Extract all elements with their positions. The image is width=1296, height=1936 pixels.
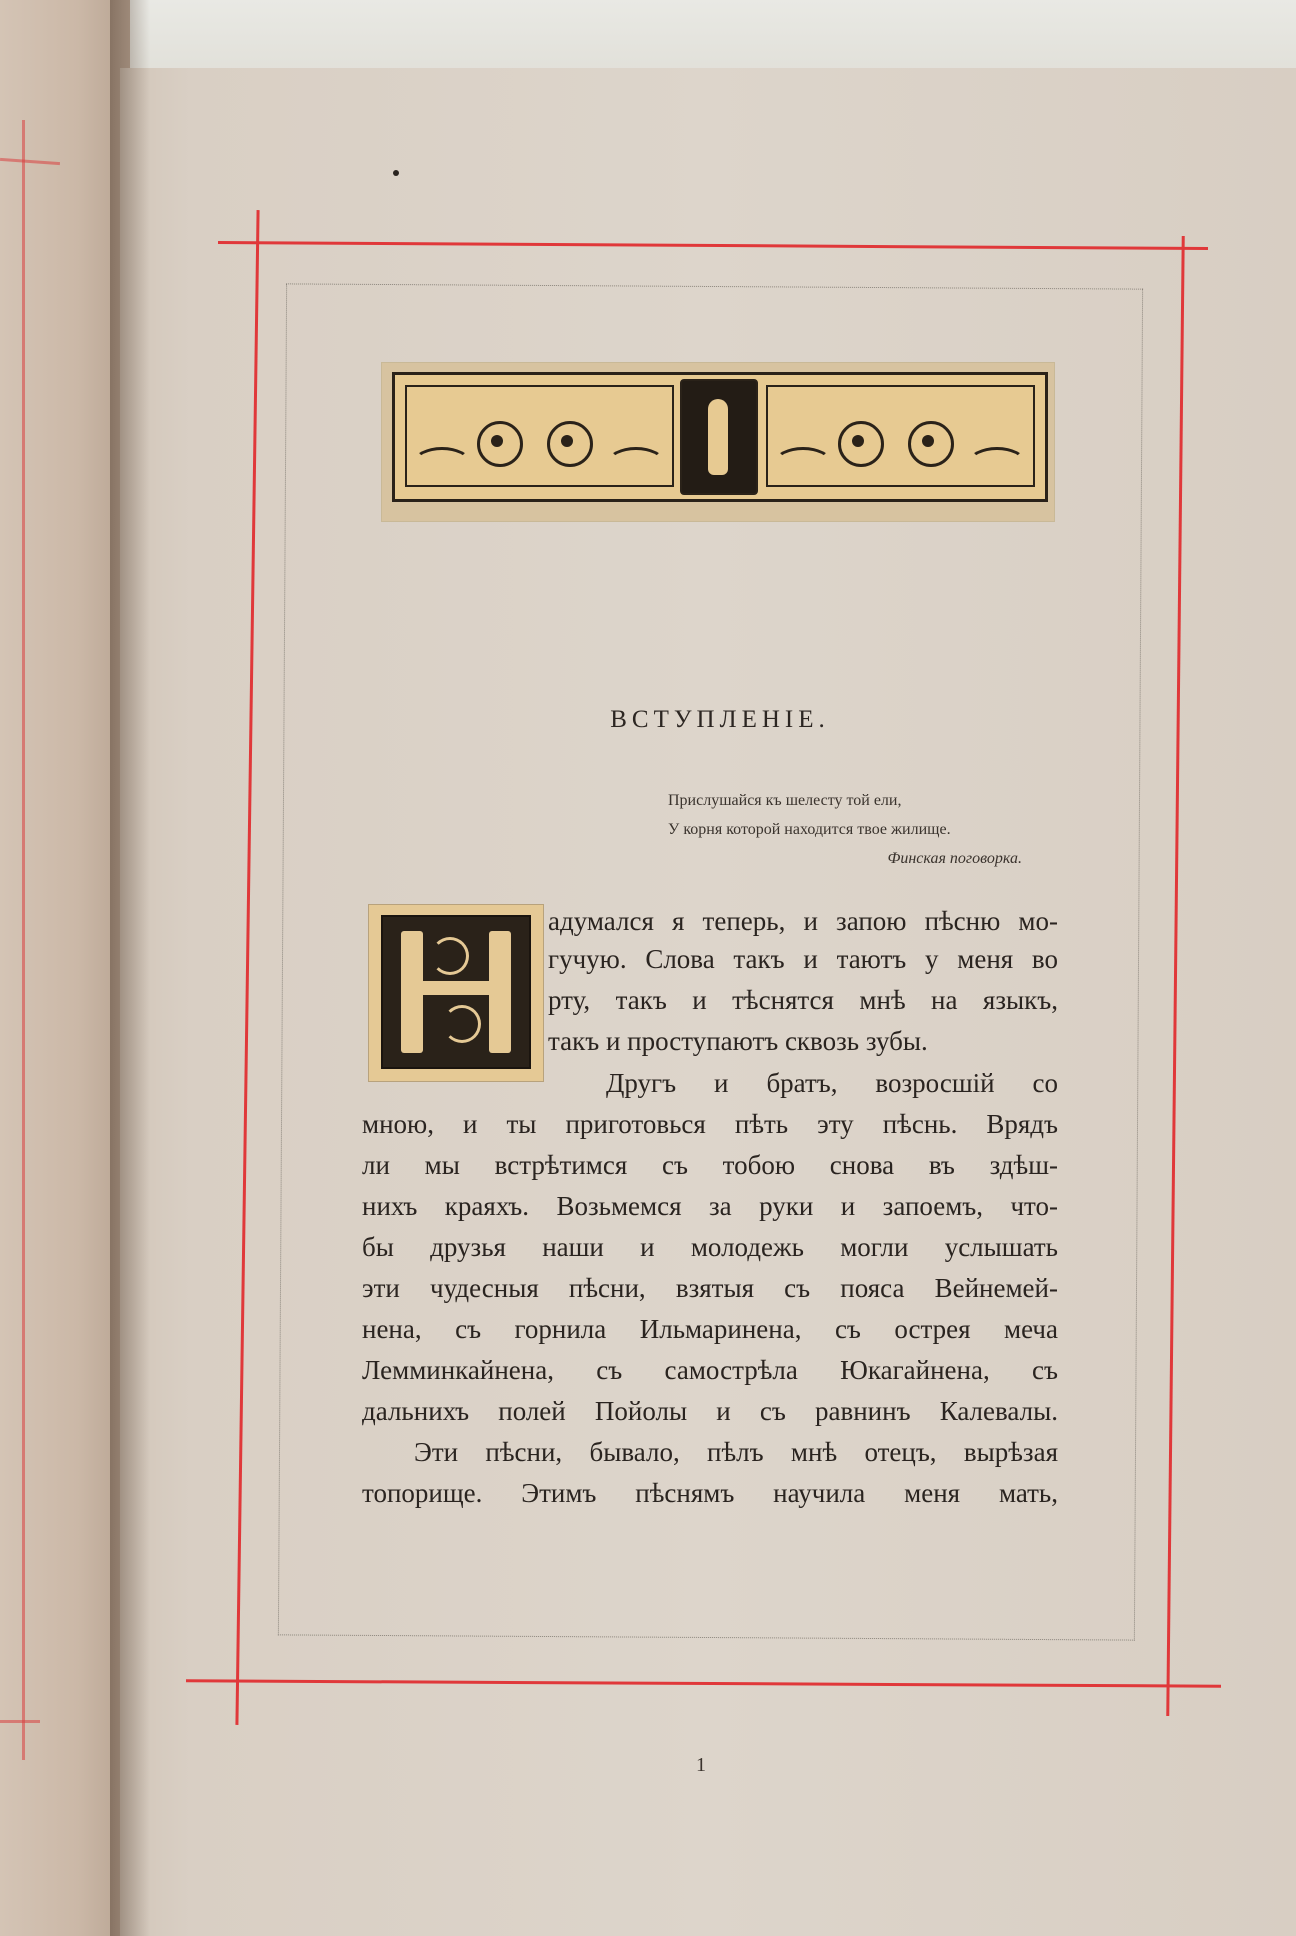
rosette-icon — [547, 421, 593, 467]
rosette-icon — [838, 421, 884, 467]
rosette-icon — [908, 421, 954, 467]
drop-cap-stem-left — [401, 931, 423, 1053]
epigraph — [668, 786, 1048, 873]
text-line: бы друзья наши и молодежь могли услышать — [362, 1232, 1058, 1262]
text-line: такъ и проступаютъ сквозь зубы. — [548, 1026, 928, 1056]
vine-scroll-icon — [607, 447, 665, 479]
text-line: топорище. Этимъ пѣснямъ научила меня мать, — [362, 1478, 1058, 1508]
text-line: нихъ краяхъ. Возьмемся за руки и запоемъ, что- — [362, 1191, 1058, 1221]
ornament-panel-right — [766, 385, 1035, 487]
ornament-center-medallion — [680, 379, 758, 495]
text-line: Эти пѣсни, бывало, пѣлъ мнѣ отецъ, вырѣзая — [414, 1437, 1058, 1467]
left-page-red-rule-top — [0, 158, 60, 165]
drop-cap-crossbar — [421, 981, 491, 995]
ornament-panel-left — [405, 385, 674, 487]
epigraph-source: Финская поговорка. — [887, 850, 1022, 867]
swirl-icon — [443, 1005, 481, 1043]
drop-cap-stem-right — [489, 931, 511, 1053]
text-line: гучую. Слова такъ и таютъ у меня во — [548, 944, 1058, 974]
drop-cap-letter — [368, 904, 544, 1082]
ink-speck — [393, 170, 399, 176]
text-line: Лемминкайнена, съ самострѣла Юкагайнена, съ — [362, 1355, 1058, 1385]
text-line: рту, такъ и тѣснятся мнѣ на языкъ, — [548, 985, 1058, 1015]
left-page-red-rule-bottom — [0, 1720, 40, 1723]
vine-scroll-icon — [774, 447, 832, 479]
chapter-title: ВСТУПЛЕНІЕ. — [610, 706, 830, 733]
text-line: Другъ и братъ, возросшій со — [606, 1068, 1058, 1098]
vine-scroll-icon — [413, 447, 471, 479]
page-number: 1 — [696, 1754, 706, 1776]
swirl-icon — [431, 937, 469, 975]
text-line: адумался я теперь, и запою пѣсню мо- — [548, 906, 1058, 936]
standing-figure-icon — [708, 399, 728, 475]
text-line: мною, и ты приготовься пѣть эту пѣснь. Врядъ — [362, 1109, 1058, 1139]
epigraph-line: У корня которой находится твое жилище. — [668, 821, 951, 838]
left-page-red-rule — [22, 120, 25, 1760]
text-line: нена, съ горнила Ильмаринена, съ острея меча — [362, 1314, 1058, 1344]
text-line: дальнихъ полей Пойолы и съ равнинъ Калевалы. — [362, 1396, 1058, 1426]
vine-scroll-icon — [968, 447, 1026, 479]
headpiece-ornament — [392, 372, 1048, 502]
spine-shadow — [110, 0, 150, 1936]
text-line: эти чудесныя пѣсни, взятыя съ пояса Вейнемей- — [362, 1273, 1058, 1303]
epigraph-line: Прислушайся къ шелесту той ели, — [668, 792, 902, 809]
drop-cap-ornament — [381, 915, 531, 1069]
text-line: ли мы встрѣтимся съ тобою снова въ здѣш- — [362, 1150, 1058, 1180]
rosette-icon — [477, 421, 523, 467]
